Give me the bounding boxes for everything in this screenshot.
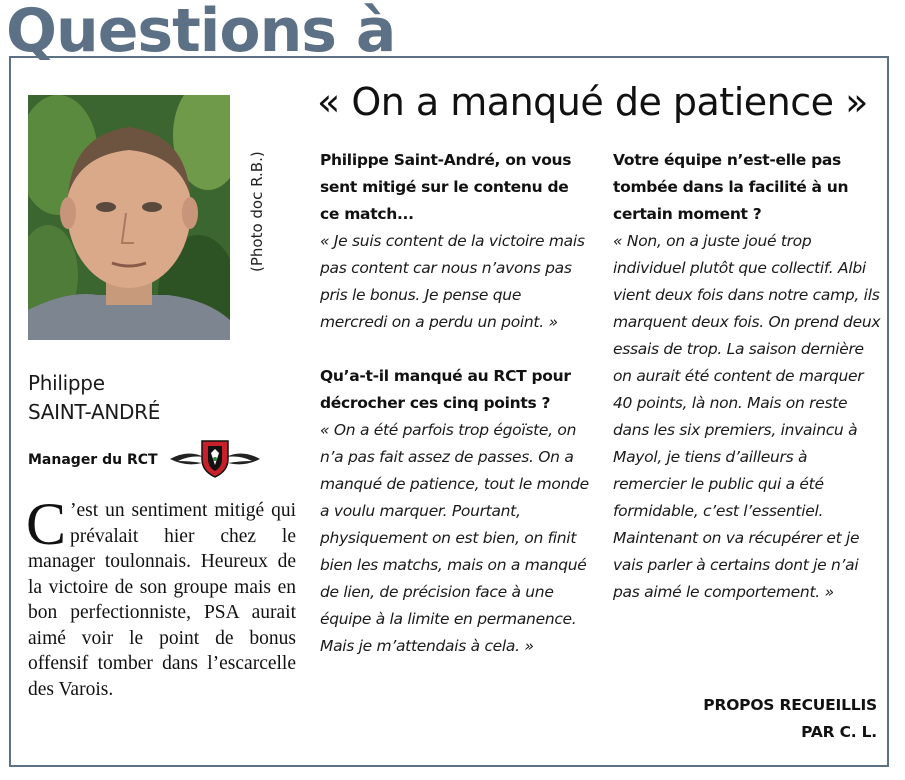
person-last-name: SAINT-ANDRÉ [28, 400, 161, 424]
section-kicker: Questions à [6, 0, 396, 66]
interview-answer-3: « Non, on a juste joué trop individuel plutôt que collectif. Albi vient deux fois dans notre camp, ils marquent deux fois. On prend deux essais de trop. La saison dernière on aurait été content de marquer 40 points, là non. Mais on reste dans les six premiers, invaincu à Mayol, je tiens d’ailleurs à remercier le public qui a été formidable, c’est l’essentiel. Maintenant on va récupérer et je vais parler à certains dont je n’ai pas aimé le comportement. » [613, 232, 881, 601]
signature [703, 692, 877, 746]
intro-dropcap: C [26, 491, 67, 557]
signature-line-2: PAR C. L. [801, 723, 877, 741]
person-name [28, 369, 160, 427]
interview-answer-1: « Je suis content de la victoire mais pas content car nous n’avons pas pris le bonus. Je pense que mercredi on a perdu un point. » [320, 232, 585, 331]
interview-question-2: Qu’a-t-il manqué au RCT pour décrocher ces cinq points ? [320, 367, 571, 412]
intro-text: ’est un sentiment mitigé qui prévalait hier chez le manager toulonnais. Heureux de la victoire de son groupe mais en bon perfectionniste, PSA aurait aimé voir le point de bonus offensif tomber dans l’escarcelle des Varois. [28, 500, 296, 700]
interview-answer-2: « On a été parfois trop égoïste, on n’a pas fait assez de passes. On a manqué de patience, tout le monde a voulu marquer. Pourtant, physiquement on est bien, on finit bien les matchs, mais on a manqué de lien, de précision face à une équipe à la limite en permanence. Mais je m’attendais à cela. » [320, 421, 589, 655]
interview-question-3: Votre équipe n’est-elle pas tombée dans la facilité à un certain moment ? [613, 151, 849, 223]
person-role: Manager du RCT [28, 452, 158, 468]
interview-column-1 [320, 147, 590, 660]
signature-line-1: PROPOS RECUEILLIS [703, 696, 877, 714]
portrait-photo [28, 95, 230, 340]
intro-paragraph [26, 491, 296, 702]
article-headline: « On a manqué de patience » [317, 80, 868, 124]
interview-column-2 [613, 147, 883, 606]
person-first-name: Philippe [28, 371, 105, 395]
photo-credit: (Photo doc R.B.) [248, 151, 266, 272]
rct-club-logo [168, 437, 262, 479]
interview-question-1: Philippe Saint-André, on vous sent mitigé sur le contenu de ce match... [320, 151, 572, 223]
